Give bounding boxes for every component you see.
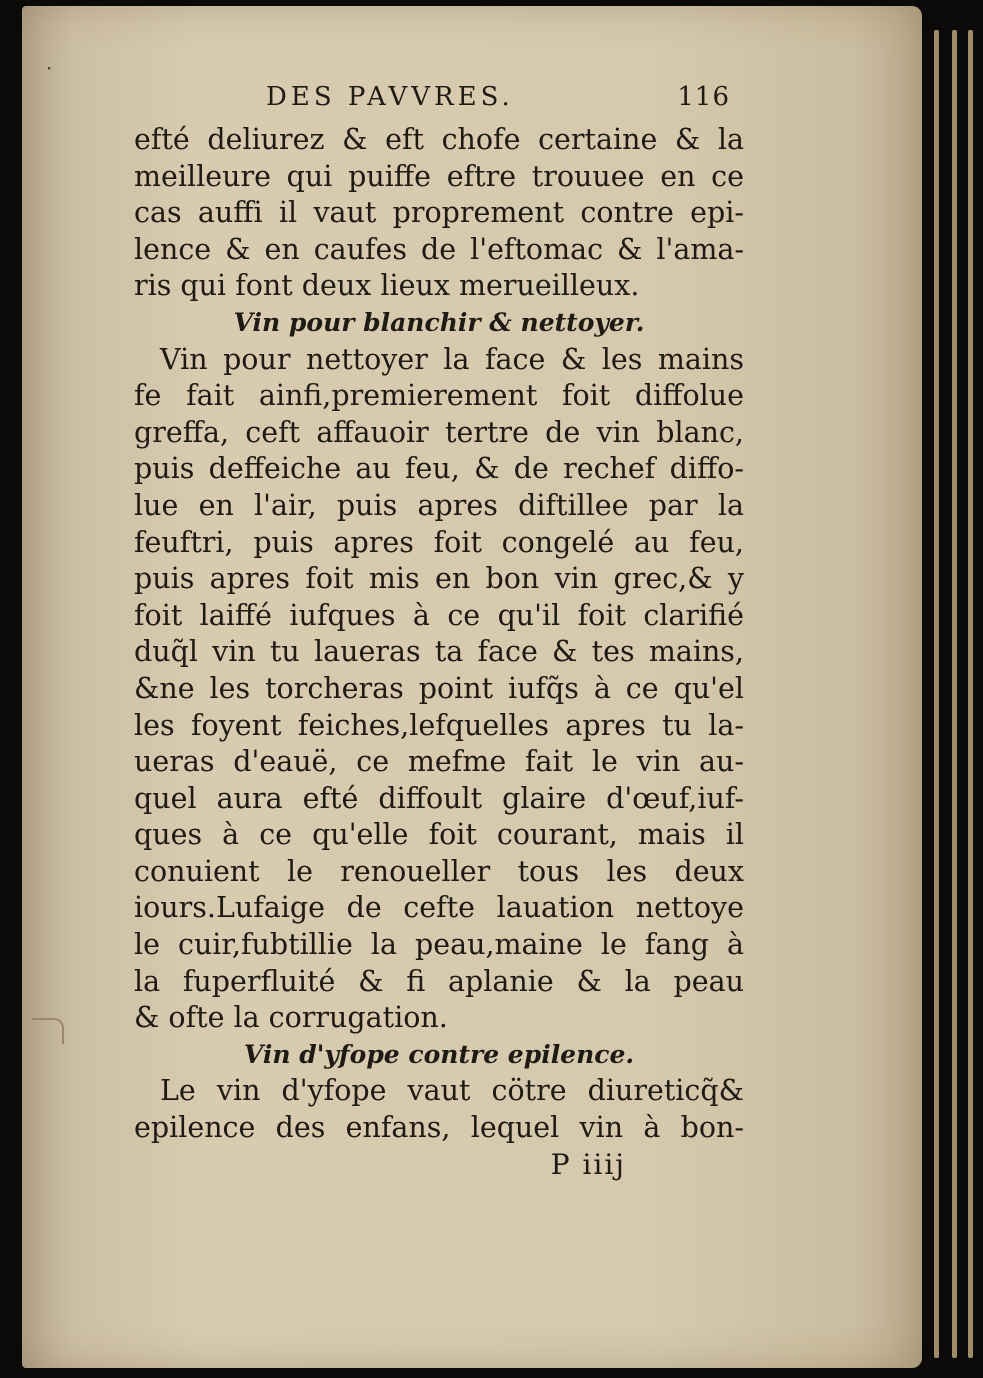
text-line: fe fait ainfi,premierement foit diffolue bbox=[134, 379, 744, 413]
text-line: iours.Lufaige de cefte lauation nettoye bbox=[134, 891, 744, 925]
text-line: efté deliurez & eft chofe certaine & la bbox=[134, 123, 744, 156]
page bbox=[22, 6, 922, 1368]
text-line: puis apres foit mis en bon vin grec,& y bbox=[134, 562, 744, 596]
ink-speck-icon: · bbox=[46, 56, 53, 80]
text-line: ueras d'eauë, ce mefme fait le vin au- bbox=[134, 745, 744, 779]
section-heading: Vin pour blanchir & nettoyer. bbox=[233, 307, 645, 337]
signature-mark: P iiij bbox=[550, 1147, 626, 1181]
text-line: &ne les torcheras point iufq̃s à ce qu'el bbox=[134, 671, 744, 705]
text-line: duq̃l vin tu laueras ta face & tes mains, bbox=[134, 635, 744, 669]
page-tear-mark bbox=[32, 1018, 64, 1044]
text-line: quel aura efté diffoult glaire d'œuf,iuf- bbox=[134, 781, 744, 815]
text-line: cas auffi il vaut proprement contre epi- bbox=[134, 196, 744, 230]
text-line: Le vin d'yfope vaut cötre diureticq̃& bbox=[160, 1074, 744, 1108]
text-line: feuftri, puis apres foit congelé au feu, bbox=[134, 525, 744, 559]
text-line: le cuir,fubtillie la peau,maine le fang à bbox=[134, 928, 744, 962]
text-line: Vin pour nettoyer la face & les mains bbox=[160, 342, 744, 376]
section-heading: Vin d'yfope contre epilence. bbox=[243, 1039, 635, 1069]
text-line: ques à ce qu'elle foit courant, mais il bbox=[134, 818, 744, 852]
text-line: & ofte la corrugation. bbox=[134, 1001, 448, 1035]
running-head bbox=[134, 82, 744, 122]
page-edge bbox=[934, 30, 939, 1358]
text-line: meilleure qui puiffe eftre trouuee en ce bbox=[134, 159, 744, 193]
page-edge bbox=[952, 30, 957, 1358]
text-line: ris qui font deux lieux merueilleux. bbox=[134, 269, 640, 303]
text-line: la fuperfluité & fi aplanie & la peau bbox=[134, 964, 744, 998]
text-line: lue en l'air, puis apres diftillee par la bbox=[134, 488, 744, 522]
page-text bbox=[134, 82, 744, 1183]
text-line: greffa, ceft affauoir tertre de vin blanc, bbox=[134, 415, 744, 449]
page-number: 116 bbox=[677, 82, 730, 112]
text-line: foit laiffé iufques à ce qu'il foit clarifié bbox=[134, 598, 744, 632]
text-line: puis deffeiche au feu, & de rechef diffo- bbox=[134, 452, 744, 486]
paragraph bbox=[134, 122, 744, 305]
paragraph bbox=[134, 342, 744, 1037]
text-line: les foyent feiches,lefquelles apres tu la- bbox=[134, 708, 744, 742]
paragraph bbox=[134, 1073, 744, 1146]
running-head-title: DES PAVVRES. bbox=[266, 82, 514, 112]
text-line: epilence des enfans, lequel vin à bon- bbox=[134, 1111, 744, 1145]
text-line: lence & en caufes de l'eftomac & l'ama- bbox=[134, 232, 744, 266]
page-edge bbox=[968, 30, 973, 1358]
text-line: conuient le renoueller tous les deux bbox=[134, 854, 744, 888]
